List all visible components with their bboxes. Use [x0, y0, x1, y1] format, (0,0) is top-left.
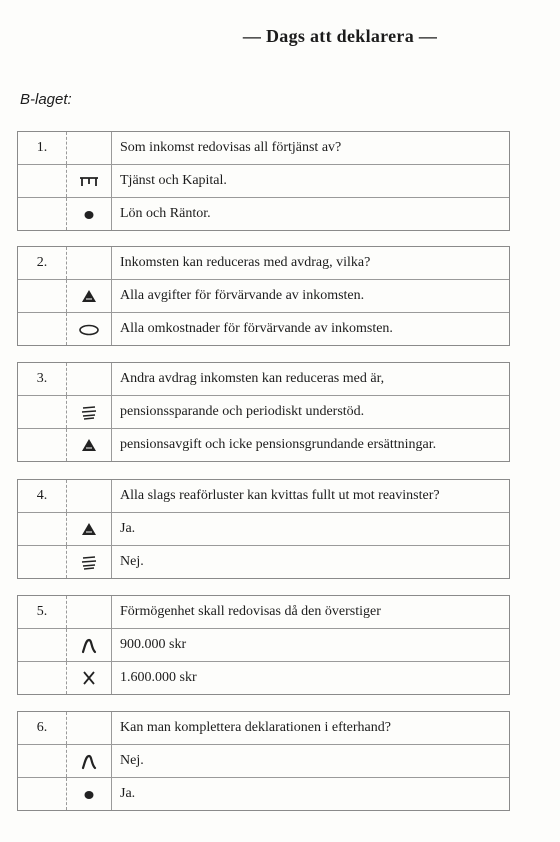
wave-icon: [77, 636, 101, 654]
question-row: [18, 132, 509, 164]
option-text: 1.600.000 skr: [120, 670, 197, 685]
option-text: Ja.: [120, 521, 136, 536]
table-icon: [77, 172, 101, 190]
question-block-5: [17, 595, 510, 695]
option-row[interactable]: [18, 197, 509, 230]
option-row[interactable]: [18, 744, 509, 777]
question-row: [18, 712, 509, 744]
question-block-3: [17, 362, 510, 462]
section-label: B-laget:: [20, 91, 72, 108]
question-row: [18, 247, 509, 279]
option-text: Tjänst och Kapital.: [120, 173, 227, 188]
option-row[interactable]: [18, 777, 509, 810]
option-text: pensionssparande och periodiskt understöd.: [120, 404, 365, 419]
option-row[interactable]: [18, 312, 509, 345]
option-text: Alla avgifter för förvärvande av inkomsten.: [120, 288, 365, 303]
option-text: pensionsavgift och icke pensionsgrundande ersättningar.: [120, 437, 437, 452]
question-text: Kan man komplettera deklarationen i efterhand?: [120, 720, 391, 735]
question-block-6: [17, 711, 510, 811]
question-number: 5.: [18, 596, 67, 628]
triangle-icon: [77, 520, 101, 538]
wave-icon: [77, 752, 101, 770]
question-block-2: [17, 246, 510, 346]
option-text: Nej.: [120, 753, 144, 768]
question-row: [18, 596, 509, 628]
question-number: 2.: [18, 247, 67, 279]
dot-icon: [77, 205, 101, 223]
question-block-1: [17, 131, 510, 231]
option-text: 900.000 skr: [120, 637, 187, 652]
page-title: — Dags att deklarera —: [242, 26, 438, 46]
option-text: Alla omkostnader för förvärvande av inkomsten.: [120, 321, 393, 336]
option-row[interactable]: [18, 661, 509, 694]
question-number: 6.: [18, 712, 67, 744]
triangle-icon: [77, 287, 101, 305]
option-row[interactable]: [18, 628, 509, 661]
option-row[interactable]: [18, 395, 509, 428]
question-number: 3.: [18, 363, 67, 395]
option-row[interactable]: [18, 279, 509, 312]
question-text: Inkomsten kan reduceras med avdrag, vilka?: [120, 255, 371, 270]
option-text: Ja.: [120, 786, 136, 801]
question-number: 4.: [18, 480, 67, 512]
question-text: Förmögenhet skall redovisas då den överstiger: [120, 604, 381, 619]
option-text: Nej.: [120, 554, 144, 569]
option-row[interactable]: [18, 164, 509, 197]
scribble-icon: [77, 553, 101, 571]
question-block-4: [17, 479, 510, 579]
question-text: Alla slags reaförluster kan kvittas fullt ut mot reavinster?: [120, 488, 440, 503]
question-number: 1.: [18, 132, 67, 164]
ellipse-icon: [77, 320, 101, 338]
question-text: Andra avdrag inkomsten kan reduceras med är,: [120, 371, 385, 386]
question-row: [18, 480, 509, 512]
cross-icon: [77, 669, 101, 687]
question-text: Som inkomst redovisas all förtjänst av?: [120, 140, 342, 155]
option-row[interactable]: [18, 428, 509, 461]
scribble-icon: [77, 403, 101, 421]
triangle-icon: [77, 436, 101, 454]
option-row[interactable]: [18, 545, 509, 578]
option-row[interactable]: [18, 512, 509, 545]
dot-icon: [77, 785, 101, 803]
question-row: [18, 363, 509, 395]
option-text: Lön och Räntor.: [120, 206, 211, 221]
